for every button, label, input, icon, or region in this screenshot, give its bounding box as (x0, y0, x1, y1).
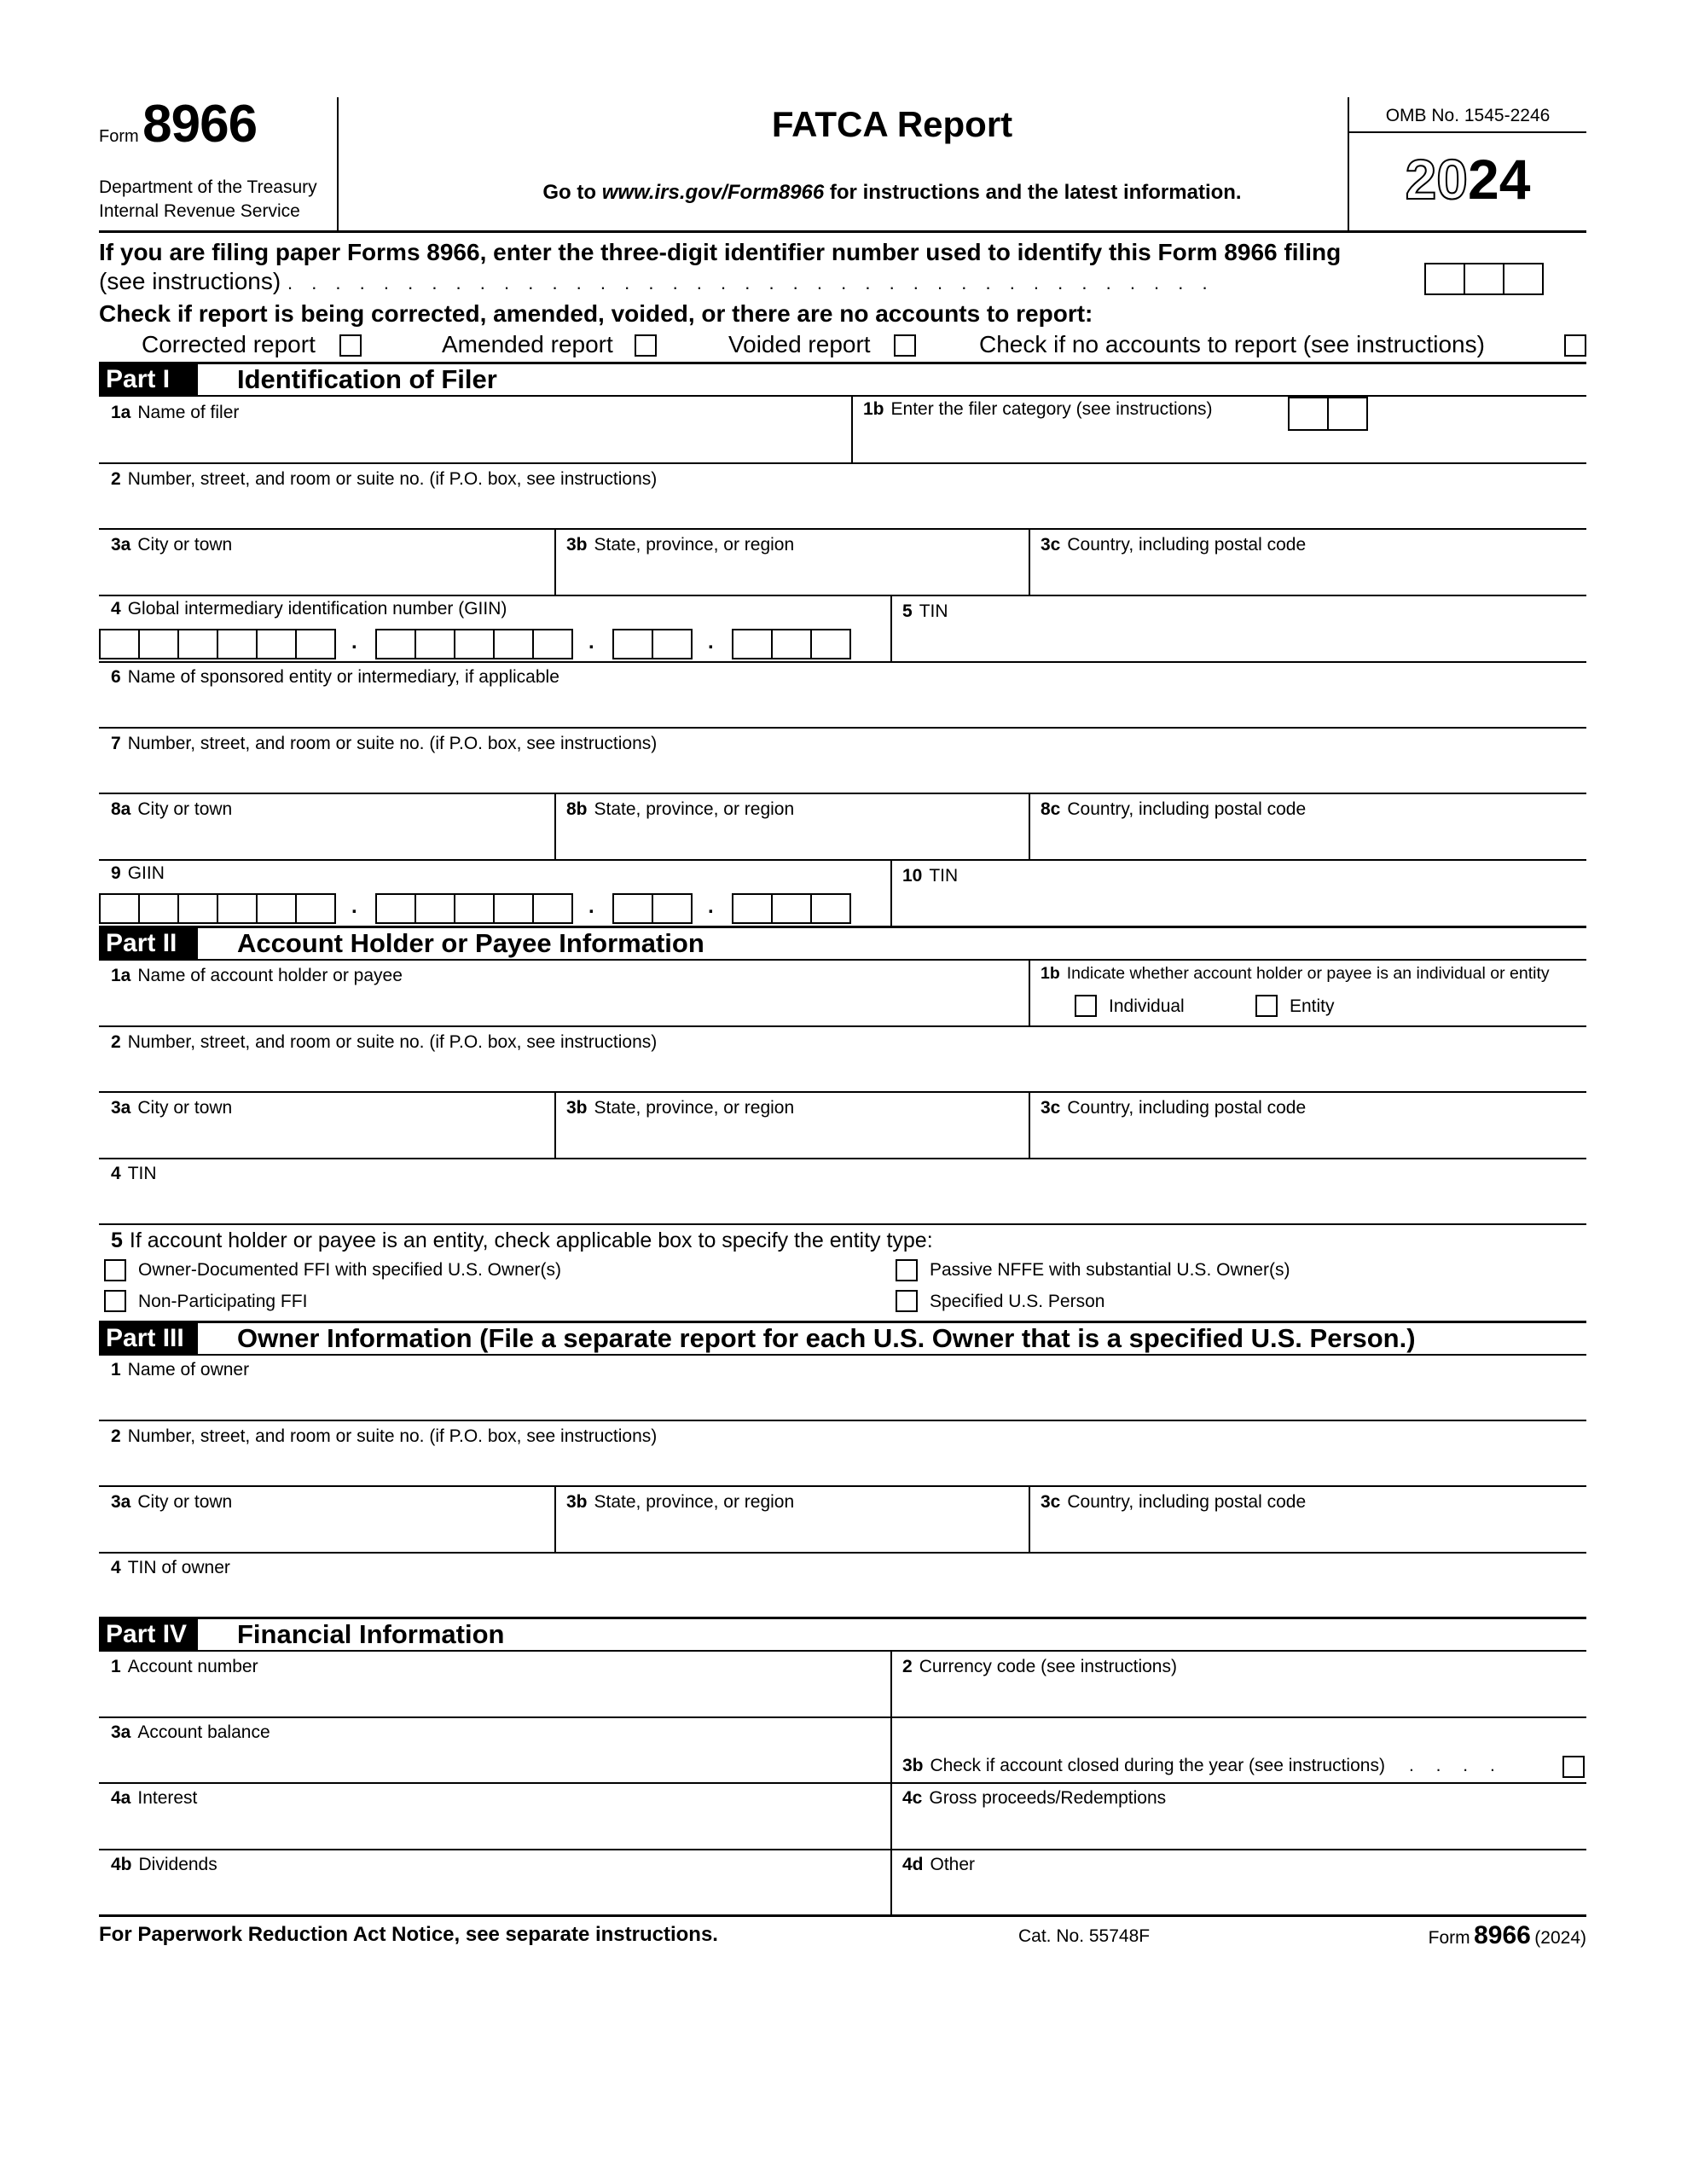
p3-line-4-label: 4 TIN of owner (111, 1558, 230, 1577)
corrected-report-checkbox[interactable] (339, 334, 362, 357)
part-2-title: Account Holder or Payee Information (237, 928, 704, 958)
p1-line-1b-label: 1b Enter the filer category (see instructions) (863, 399, 1213, 419)
paper-filing-identifier-text: If you are filing paper Forms 8966, enter the three-digit identifier number used to identify this Form 8966 filing (99, 239, 1342, 265)
giin-char[interactable] (217, 629, 258, 659)
p2-line-4-label: 4 TIN (111, 1164, 157, 1183)
paperwork-notice: For Paperwork Reduction Act Notice, see separate instructions. (99, 1923, 718, 1946)
p4-line-1-label: 1 Account number (111, 1657, 258, 1676)
p3-line-2-label: 2 Number, street, and room or suite no. (if P.O. box, see instructions) (111, 1426, 658, 1446)
giin-char[interactable] (177, 629, 218, 659)
p2-line-3a-label: 3a City or town (111, 1098, 233, 1118)
voided-report-checkbox[interactable] (894, 334, 916, 357)
p1-line-8a-label: 8a City or town (111, 799, 233, 819)
giin-char[interactable] (493, 893, 534, 924)
tax-year-bold: 24 (1468, 148, 1531, 211)
p1-line-7-label: 7 Number, street, and room or suite no. (if P.O. box, see instructions) (111, 734, 658, 753)
non-participating-ffi-checkbox[interactable] (104, 1290, 126, 1312)
dept-treasury: Department of the Treasury (99, 177, 317, 197)
giin-char[interactable] (532, 893, 573, 924)
p1-line-8b-label: 8b State, province, or region (566, 799, 795, 819)
omb-number: OMB No. 1545-2246 (1385, 106, 1551, 125)
corrected-report-label: Corrected report (142, 331, 316, 357)
p1-line-5-label: 5 TIN (902, 601, 948, 621)
p4-line-4b-label: 4b Dividends (111, 1855, 217, 1874)
giin-char[interactable] (732, 629, 773, 659)
p1-line-4-label: 4 Global intermediary identification number (GIIN) (111, 599, 507, 619)
instructions-link-line: Go to www.irs.gov/Form8966 for instructions and the latest information. (542, 181, 1242, 204)
account-closed-checkbox[interactable] (1562, 1756, 1585, 1778)
giin-char[interactable] (732, 893, 773, 924)
p3-line-3c-label: 3c Country, including postal code (1041, 1492, 1307, 1512)
giin-char[interactable] (99, 629, 140, 659)
individual-checkbox[interactable] (1075, 995, 1097, 1017)
p2-line-5-label: 5 If account holder or payee is an entity, check applicable box to specify the entity type: (111, 1228, 933, 1252)
p4-line-3a-label: 3a Account balance (111, 1722, 270, 1742)
passive-nffe-label: Passive NFFE with substantial U.S. Owner(s) (930, 1260, 1290, 1280)
giin-char[interactable] (532, 629, 573, 659)
p1-sponsor-giin-boxes: . . . (99, 893, 890, 926)
p2-line-1b-label: 1b Indicate whether account holder or payee is an individual or entity (1041, 964, 1550, 983)
giin-char[interactable] (295, 629, 336, 659)
identifier-digit-3[interactable] (1503, 263, 1544, 295)
p1-line-6-label: 6 Name of sponsored entity or intermediary, if applicable (111, 667, 559, 687)
p3-line-3b-label: 3b State, province, or region (566, 1492, 795, 1512)
catalog-number: Cat. No. 55748F (1018, 1926, 1151, 1946)
owner-documented-ffi-label: Owner-Documented FFI with specified U.S. Owner(s) (138, 1260, 561, 1280)
part-1-tag: Part I (99, 364, 198, 395)
irs-url-link[interactable]: www.irs.gov/Form8966 (601, 181, 825, 204)
identifier-digit-2[interactable] (1464, 263, 1504, 295)
part-1-title: Identification of Filer (237, 364, 497, 394)
p1-line-3c-label: 3c Country, including postal code (1041, 535, 1307, 555)
giin-char[interactable] (454, 629, 495, 659)
giin-char[interactable] (810, 629, 851, 659)
giin-char[interactable] (375, 629, 416, 659)
form-prefix: Form (99, 127, 139, 146)
p1-line-3b-label: 3b State, province, or region (566, 535, 795, 555)
giin-char[interactable] (612, 629, 653, 659)
p4-line-4d-label: 4d Other (902, 1855, 976, 1874)
specified-us-person-checkbox[interactable] (896, 1290, 918, 1312)
giin-char[interactable] (652, 629, 693, 659)
p2-line-3c-label: 3c Country, including postal code (1041, 1098, 1307, 1118)
p4-line-2-label: 2 Currency code (see instructions) (902, 1657, 1177, 1676)
p4-line-3b-label: 3b Check if account closed during the year (see instructions) . . . . (902, 1756, 1504, 1775)
amended-report-checkbox[interactable] (635, 334, 657, 357)
no-accounts-label: Check if no accounts to report (see instructions) (979, 331, 1485, 357)
tax-year (1349, 145, 1586, 213)
p1-line-1a-label: 1a Name of filer (111, 403, 240, 422)
entity-label: Entity (1290, 996, 1335, 1016)
passive-nffe-checkbox[interactable] (896, 1259, 918, 1281)
p1-giin-boxes: . . . (99, 629, 890, 661)
form-title: FATCA Report (771, 104, 1013, 144)
p4-line-4c-label: 4c Gross proceeds/Redemptions (902, 1788, 1167, 1808)
giin-char[interactable] (138, 893, 179, 924)
giin-char[interactable] (493, 629, 534, 659)
giin-char[interactable] (138, 629, 179, 659)
non-participating-ffi-label: Non-Participating FFI (138, 1292, 308, 1311)
p1-line-2-label: 2 Number, street, and room or suite no. (if P.O. box, see instructions) (111, 469, 658, 489)
p2-line-2-label: 2 Number, street, and room or suite no. (if P.O. box, see instructions) (111, 1032, 658, 1052)
giin-char[interactable] (295, 893, 336, 924)
report-status-heading: Check if report is being corrected, amended, voided, or there are no accounts to report: (99, 300, 1093, 327)
p1-line-8c-label: 8c Country, including postal code (1041, 799, 1307, 819)
part-3-title: Owner Information (File a separate report for each U.S. Owner that is a specified U.S. Person.) (237, 1323, 1416, 1353)
giin-char[interactable] (256, 893, 297, 924)
filer-category-digit-2[interactable] (1327, 397, 1368, 431)
part-4-tag: Part IV (99, 1619, 198, 1650)
p2-line-1a-label: 1a Name of account holder or payee (111, 966, 403, 985)
amended-report-label: Amended report (442, 331, 613, 357)
part-2-tag: Part II (99, 928, 198, 959)
p3-line-1-label: 1 Name of owner (111, 1360, 250, 1380)
identifier-digit-1[interactable] (1424, 263, 1465, 295)
no-accounts-checkbox[interactable] (1564, 334, 1586, 357)
individual-label: Individual (1109, 996, 1185, 1016)
see-instructions-text: (see instructions) . . . . . . . . . . . . . . . . . . . . . . . . . . . . . . . . . . . . . . . (99, 268, 1215, 294)
p3-line-3a-label: 3a City or town (111, 1492, 233, 1512)
entity-checkbox[interactable] (1255, 995, 1278, 1017)
part-4-title: Financial Information (237, 1619, 505, 1649)
p4-line-4a-label: 4a Interest (111, 1788, 198, 1808)
giin-char[interactable] (454, 893, 495, 924)
p1-line-10-label: 10 TIN (902, 866, 959, 886)
irs-service: Internal Revenue Service (99, 201, 300, 221)
giin-char[interactable] (217, 893, 258, 924)
giin-char[interactable] (612, 893, 653, 924)
giin-char[interactable] (256, 629, 297, 659)
filer-category-digit-1[interactable] (1288, 397, 1329, 431)
p2-line-3b-label: 3b State, province, or region (566, 1098, 795, 1118)
specified-us-person-label: Specified U.S. Person (930, 1292, 1105, 1311)
owner-documented-ffi-checkbox[interactable] (104, 1259, 126, 1281)
voided-report-label: Voided report (728, 331, 871, 357)
giin-char[interactable] (771, 893, 812, 924)
giin-char[interactable] (771, 629, 812, 659)
giin-char[interactable] (375, 893, 416, 924)
p1-line-9-label: 9 GIIN (111, 863, 165, 883)
giin-char[interactable] (652, 893, 693, 924)
giin-char[interactable] (810, 893, 851, 924)
giin-char[interactable] (415, 893, 455, 924)
p1-line-3a-label: 3a City or town (111, 535, 233, 555)
giin-char[interactable] (99, 893, 140, 924)
tax-year-outline: 20 (1405, 148, 1468, 211)
form-number: 8966 (142, 95, 258, 154)
giin-char[interactable] (415, 629, 455, 659)
footer-form-id: Form 8966 (2024) (1428, 1921, 1586, 1949)
giin-char[interactable] (177, 893, 218, 924)
part-3-tag: Part III (99, 1323, 198, 1354)
form-number-block (99, 94, 338, 154)
